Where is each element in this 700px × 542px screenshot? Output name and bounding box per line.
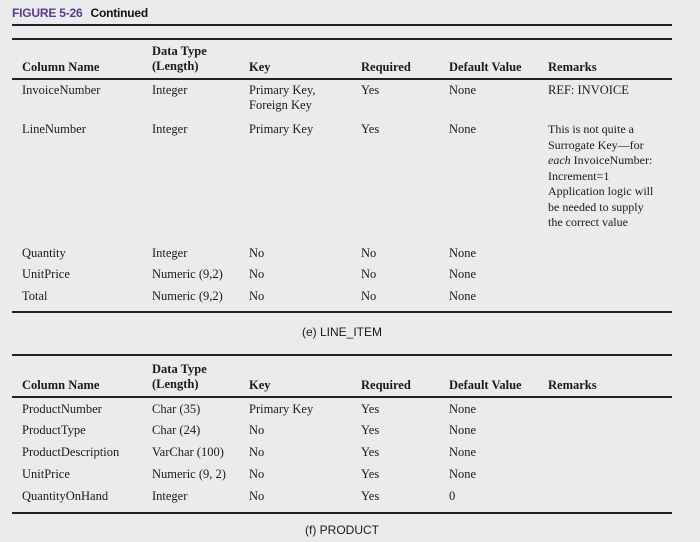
cell-column-name: QuantityOnHand <box>22 489 109 503</box>
figure-number: FIGURE 5-26 <box>12 6 83 20</box>
header-column-name: Column Name <box>22 378 100 392</box>
cell-data-type: VarChar (100) <box>152 445 224 459</box>
cell-key: Primary Key, Foreign Key <box>249 83 316 112</box>
cell-column-name: ProductDescription <box>22 445 120 459</box>
cell-column-name: Total <box>22 289 48 303</box>
cell-required: No <box>361 289 377 303</box>
cell-default: None <box>449 267 477 281</box>
cell-data-type: Numeric (9,2) <box>152 289 223 303</box>
cell-default: None <box>449 445 477 459</box>
product-bottom-rule <box>12 512 672 514</box>
product-top-rule <box>12 354 672 356</box>
cell-key: No <box>249 489 265 503</box>
header-default-value: Default Value <box>449 378 522 392</box>
cell-remarks: REF: INVOICE <box>548 83 629 97</box>
line-item-top-rule <box>12 38 672 40</box>
cell-default: 0 <box>449 489 456 503</box>
cell-data-type: Numeric (9,2) <box>152 267 223 281</box>
cell-required: Yes <box>361 122 380 136</box>
cell-column-name: ProductType <box>22 423 86 437</box>
cell-default: None <box>449 289 477 303</box>
figure-continued-label: Continued <box>90 6 149 20</box>
cell-required: Yes <box>361 423 380 437</box>
cell-required: Yes <box>361 445 380 459</box>
cell-column-name: UnitPrice <box>22 467 70 481</box>
cell-data-type: Integer <box>152 122 188 136</box>
cell-column-name: LineNumber <box>22 122 86 136</box>
header-remarks: Remarks <box>548 60 597 74</box>
cell-key: No <box>249 267 265 281</box>
header-column-name: Column Name <box>22 60 100 74</box>
cell-data-type: Char (35) <box>152 402 201 416</box>
header-key: Key <box>249 60 271 74</box>
cell-key: No <box>249 445 265 459</box>
cell-remarks: This is not quite a Surrogate Key—for each InvoiceNumber: Increment=1 Application logic will be needed to supply the correct value <box>548 122 654 229</box>
cell-default: None <box>449 122 477 136</box>
cell-column-name: UnitPrice <box>22 267 70 281</box>
cell-key: No <box>249 246 265 260</box>
line-item-bottom-rule <box>12 311 672 313</box>
cell-default: None <box>449 423 477 437</box>
cell-required: Yes <box>361 489 380 503</box>
header-data-type: Data Type (Length) <box>152 362 207 391</box>
cell-data-type: Numeric (9, 2) <box>152 467 226 481</box>
header-key: Key <box>249 378 271 392</box>
cell-key: No <box>249 423 265 437</box>
cell-data-type: Integer <box>152 246 188 260</box>
cell-required: Yes <box>361 83 380 97</box>
cell-default: None <box>449 402 477 416</box>
cell-data-type: Integer <box>152 83 188 97</box>
line-item-header-rule <box>12 78 672 80</box>
line-item-caption: (e) LINE_ITEM <box>301 325 382 339</box>
header-default-value: Default Value <box>449 60 522 74</box>
header-data-type: Data Type (Length) <box>152 44 207 73</box>
header-required: Required <box>361 60 411 74</box>
cell-required: Yes <box>361 402 380 416</box>
product-caption: (f) PRODUCT <box>305 523 379 537</box>
cell-required: No <box>361 246 377 260</box>
cell-default: None <box>449 83 477 97</box>
cell-default: None <box>449 467 477 481</box>
cell-column-name: ProductNumber <box>22 402 102 416</box>
cell-default: None <box>449 246 477 260</box>
cell-column-name: InvoiceNumber <box>22 83 101 97</box>
cell-data-type: Integer <box>152 489 188 503</box>
cell-key: Primary Key <box>249 122 314 136</box>
cell-data-type: Char (24) <box>152 423 201 437</box>
figure-title <box>12 6 148 20</box>
cell-column-name: Quantity <box>22 246 66 260</box>
cell-key: Primary Key <box>249 402 314 416</box>
cell-key: No <box>249 467 265 481</box>
cell-required: No <box>361 267 377 281</box>
header-required: Required <box>361 378 411 392</box>
product-header-rule <box>12 396 672 398</box>
header-remarks: Remarks <box>548 378 597 392</box>
cell-key: No <box>249 289 265 303</box>
top-rule <box>12 24 672 26</box>
cell-required: Yes <box>361 467 380 481</box>
